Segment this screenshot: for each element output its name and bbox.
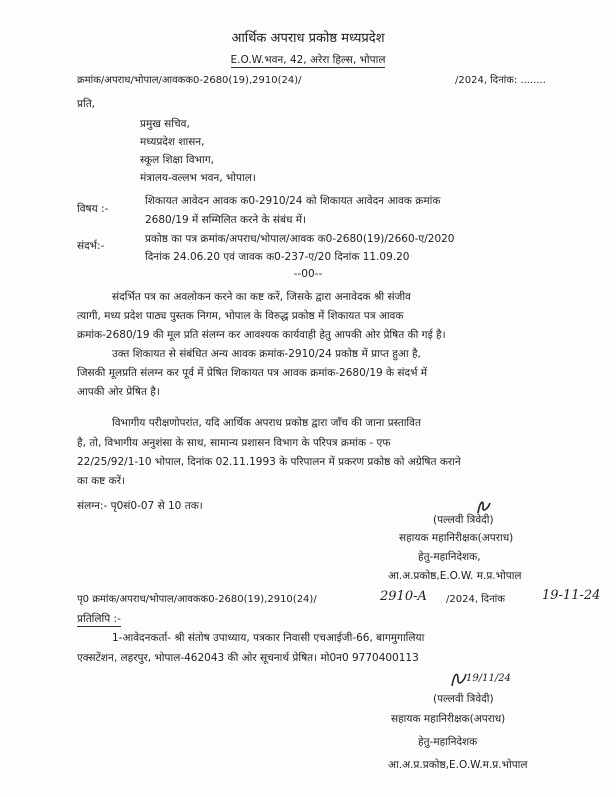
ref2-handwritten-date: 19-11-24 — [542, 588, 601, 603]
signatory-name: (पल्लवी त्रिवेदी) — [433, 514, 494, 526]
subject-line-2: 2680/19 में सम्मिलित करने के संबंध में। — [145, 214, 307, 226]
para1-line-1: संदर्भित पत्र का अवलोकन करने का कष्ट करें, जिसके द्वारा अनावेदक श्री संजीव — [112, 291, 411, 303]
para2-line-1: विभागीय परीक्षणोपरांत, यदि आर्थिक अपराध प्रकोष्ठ द्वारा जाँच की जाना प्रस्तावित — [112, 417, 421, 429]
signatory2-office: आ.अ.प्र.प्रकोष्ठ,E.O.W.म.प्र.भोपाल — [388, 759, 528, 771]
para1-line-4: उक्त शिकायत से संबंधित अन्य आवक क्रमांक-2910/24 प्रकोष्ठ में प्राप्त हुआ है, — [112, 348, 421, 360]
subject-line-1: शिकायत आवेदन आवक क0-2910/24 को शिकायत आवेदन आवक क्रमांक — [145, 195, 441, 207]
signatory2-name: (पल्लवी त्रिवेदी) — [433, 693, 494, 705]
para2-line-4: का कष्ट करें। — [77, 475, 125, 487]
ref2-date: /2024, दिनांक — [446, 594, 505, 605]
signatory2-title: सहायक महानिरीक्षक(अपराध) — [391, 713, 506, 725]
copy-label: प्रतिलिपि :- — [77, 613, 121, 625]
copy-line-2: एक्सटेंशन, लहरपुर, भोपाल-462043 की ओर सूचनार्थ प्रेषित। मो0न0 9770400113 — [77, 652, 419, 664]
ref2-number: पृ0 क्रमांक/अपराध/भोपाल/आवकक0-2680(19),2910(24)/ — [77, 594, 317, 605]
to-line-2: मध्यप्रदेश शासन, — [140, 136, 205, 148]
signature-date: 19/11/24 — [466, 673, 511, 684]
signature-mark — [470, 497, 500, 515]
copy-line-1: 1-आवेदनकर्ता- श्री संतोष उपाध्याय, पत्रकार निवासी एचआईजी-66, बागमुगालिया — [112, 632, 425, 644]
to-line-1: प्रमुख सचिव, — [140, 118, 190, 130]
para2-line-2: है, तो, विभागीय अनुशंसा के साथ, सामान्य प्रशासन विभाग के परिपत्र क्रमांक - एफ — [77, 437, 391, 449]
enclosure: संलग्न:- पृ0सं0-07 से 10 तक। — [77, 500, 203, 512]
signatory-office: आ.अ.प्रकोष्ठ,E.O.W. म.प्र.भोपाल — [388, 570, 522, 582]
to-line-4: मंत्रालय-वल्लभ भवन, भोपाल। — [140, 172, 256, 184]
para1-line-6: आपकी ओर प्रेषित है। — [77, 386, 160, 398]
para1-line-5: जिसकी मूलप्रति संलग्न कर पूर्व में प्रेषित शिकायत पत्र आवक क्रमांक-2680/19 के संदर्भ में — [77, 367, 428, 379]
ref-date: /2024, दिनांक: ........ — [455, 75, 546, 86]
ref-number: क्रमांक/अपराध/भोपाल/आवकक0-2680(19),2910(24)/ — [77, 75, 302, 86]
para1-line-2: त्यागी, मध्य प्रदेश पाठ्य पुस्तक निगम, भोपाल के विरुद्ध प्रकोष्ठ में शिकायत पत्र आवक — [77, 310, 404, 322]
reference-line-2: दिनांक 24.06.20 एवं जावक क0-237-ए/20 दिनांक 11.09.20 — [145, 251, 410, 263]
reference-line-1: प्रकोष्ठ का पत्र क्रमांक/अपराध/भोपाल/आवक क0-2680(19)/2660-ए/2020 — [145, 233, 455, 245]
reference-label: संदर्भ:- — [77, 240, 105, 252]
separator: --00-- — [293, 268, 323, 280]
org-address: E.O.W.भवन, 42, अरेरा हिल्स, भोपाल — [230, 54, 386, 66]
to-line-3: स्कूल शिक्षा विभाग, — [140, 154, 214, 166]
para2-line-3: 22/25/92/1-10 भोपाल, दिनांक 02.11.1993 के परिपालन में प्रकरण प्रकोष्ठ को अग्रेषित कराने — [77, 456, 461, 468]
org-title: आर्थिक अपराध प्रकोष्ठ मध्यप्रदेश — [231, 31, 385, 46]
ref2-handwritten-number: 2910-A — [380, 589, 427, 604]
signatory-for: हेतु-महानिदेशक, — [418, 551, 481, 563]
signatory-title: सहायक महानिरीक्षक(अपराध) — [399, 532, 514, 544]
signatory2-for: हेतु-महानिदेशक — [418, 736, 478, 748]
to-label: प्रति, — [77, 98, 96, 110]
subject-label: विषय :- — [77, 203, 109, 215]
para1-line-3: क्रमांक-2680/19 की मूल प्रति संलग्न कर आवश्यक कार्यवाही हेतु आपकी ओर प्रेषित की गई है। — [77, 329, 446, 341]
